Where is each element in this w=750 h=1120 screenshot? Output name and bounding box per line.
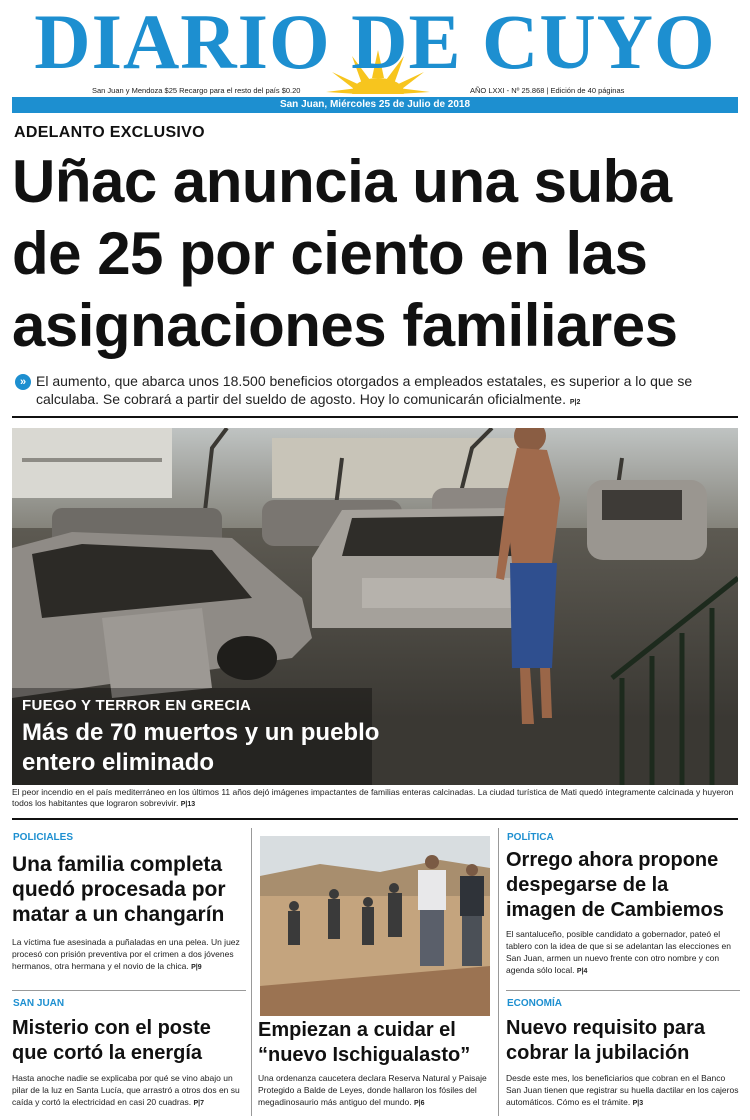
story-body-economia [506, 1072, 740, 1110]
lead-headline[interactable]: Uñac anuncia una suba de 25 por ciento en las asignaciones familiares [12, 148, 678, 359]
section-label-economia: ECONOMÍA [507, 998, 562, 1009]
section-label-san-juan: SAN JUAN [13, 998, 65, 1009]
photo-page-ref: P|13 [180, 801, 196, 808]
story-headline-san-juan[interactable]: Misterio con el poste que cortó la energía [12, 1017, 211, 1064]
newspaper-title[interactable]: DIARIO DE CUYO [34, 0, 716, 85]
photo-caption-text: El peor incendio en el país mediterráneo en los últimos 11 años dejó imágenes impactantes de familias enteras calcinadas. La ciudad turística de Mati quedó íntegramente calcinada y huyeron todos los habitantes que lograron sobrevivir. [12, 787, 734, 808]
bullet-arrow-icon: » [15, 374, 31, 390]
desert-group-illustration [260, 836, 490, 1016]
story-body-ischigualasto [258, 1072, 492, 1110]
edition-info: AÑO LXXI - Nº 25.868 | Edición de 40 páginas [470, 86, 625, 95]
story-page-ref: P|6 [413, 1100, 425, 1107]
story-divider [12, 990, 246, 991]
story-page-ref: P|4 [576, 968, 588, 975]
story-body-san-juan [12, 1072, 246, 1110]
section-label-politica: POLÍTICA [507, 832, 554, 843]
ischigualasto-photo [260, 836, 490, 1016]
lead-summary [36, 372, 740, 412]
section-divider [12, 416, 738, 418]
story-headline-policiales[interactable]: Una familia completa quedó procesada por matar a un changarín [12, 853, 226, 926]
column-divider [251, 828, 252, 1116]
photo-kicker: FUEGO Y TERROR EN GRECIA [22, 697, 252, 714]
date-bar: San Juan, Miércoles 25 de Julio de 2018 [12, 97, 738, 113]
photo-caption [12, 787, 740, 810]
story-headline-politica[interactable]: Orrego ahora propone despegarse de la imagen de Cambiemos [506, 849, 724, 921]
story-page-ref: P|7 [193, 1100, 204, 1107]
masthead [0, 0, 750, 96]
photo-headline[interactable]: Más de 70 muertos y un pueblo entero eliminado [22, 719, 380, 776]
price-info: San Juan y Mendoza $25 Recargo para el resto del país $0.20 [92, 86, 301, 95]
story-body-text: Desde este mes, los beneficiarios que cobran en el Banco San Juan tienen que registrar su huella dactilar en los cajeros automáticos. Cómo es el trámite. [506, 1073, 739, 1107]
story-body-text: El santaluceño, posible candidato a gobernador, pateó el tablero con la idea de que si se adelantan las elecciones en San Juan, armen un nuevo frente con otro nombre y con agenda sólo local. [506, 929, 731, 975]
story-body-text: La víctima fue asesinada a puñaladas en una pelea. Un juez procesó con prisión preventiva por el crimen a dos jóvenes hermanos, otra hermana y el novio de la chica. [12, 937, 240, 971]
story-body-policiales [12, 936, 246, 974]
lead-page-ref: P|2 [569, 399, 581, 406]
story-body-text: Hasta anoche nadie se explicaba por qué se vino abajo un pilar de la luz en Santa Lucía, que arrastró a otros dos en su caída y cortó la electricidad en casi 20 cuadras. [12, 1073, 240, 1107]
column-divider [498, 828, 499, 1116]
story-page-ref: P|3 [632, 1100, 644, 1107]
section-divider [12, 818, 738, 820]
story-page-ref: P|9 [191, 964, 202, 971]
story-body-text: Una ordenanza caucetera declara Reserva Natural y Paisaje Protegido a Balde de Leyes, donde hallaron los fósiles del megadinosaurio más antiguo del mundo. [258, 1073, 487, 1107]
story-headline-economia[interactable]: Nuevo requisito para cobrar la jubilación [506, 1017, 705, 1064]
story-headline-ischigualasto[interactable]: Empiezan a cuidar el “nuevo Ischigualasto” [258, 1019, 471, 1066]
section-label-policiales: POLICIALES [13, 832, 74, 843]
story-divider [506, 990, 740, 991]
story-body-politica [506, 928, 740, 978]
lead-summary-text: El aumento, que abarca unos 18.500 beneficios otorgados a empleados estatales, es superior a lo que se calculaba. Se cobrará a partir del sueldo de agosto. Hoy lo comunicarán oficialmente. [36, 373, 693, 407]
lead-kicker: ADELANTO EXCLUSIVO [14, 124, 205, 141]
